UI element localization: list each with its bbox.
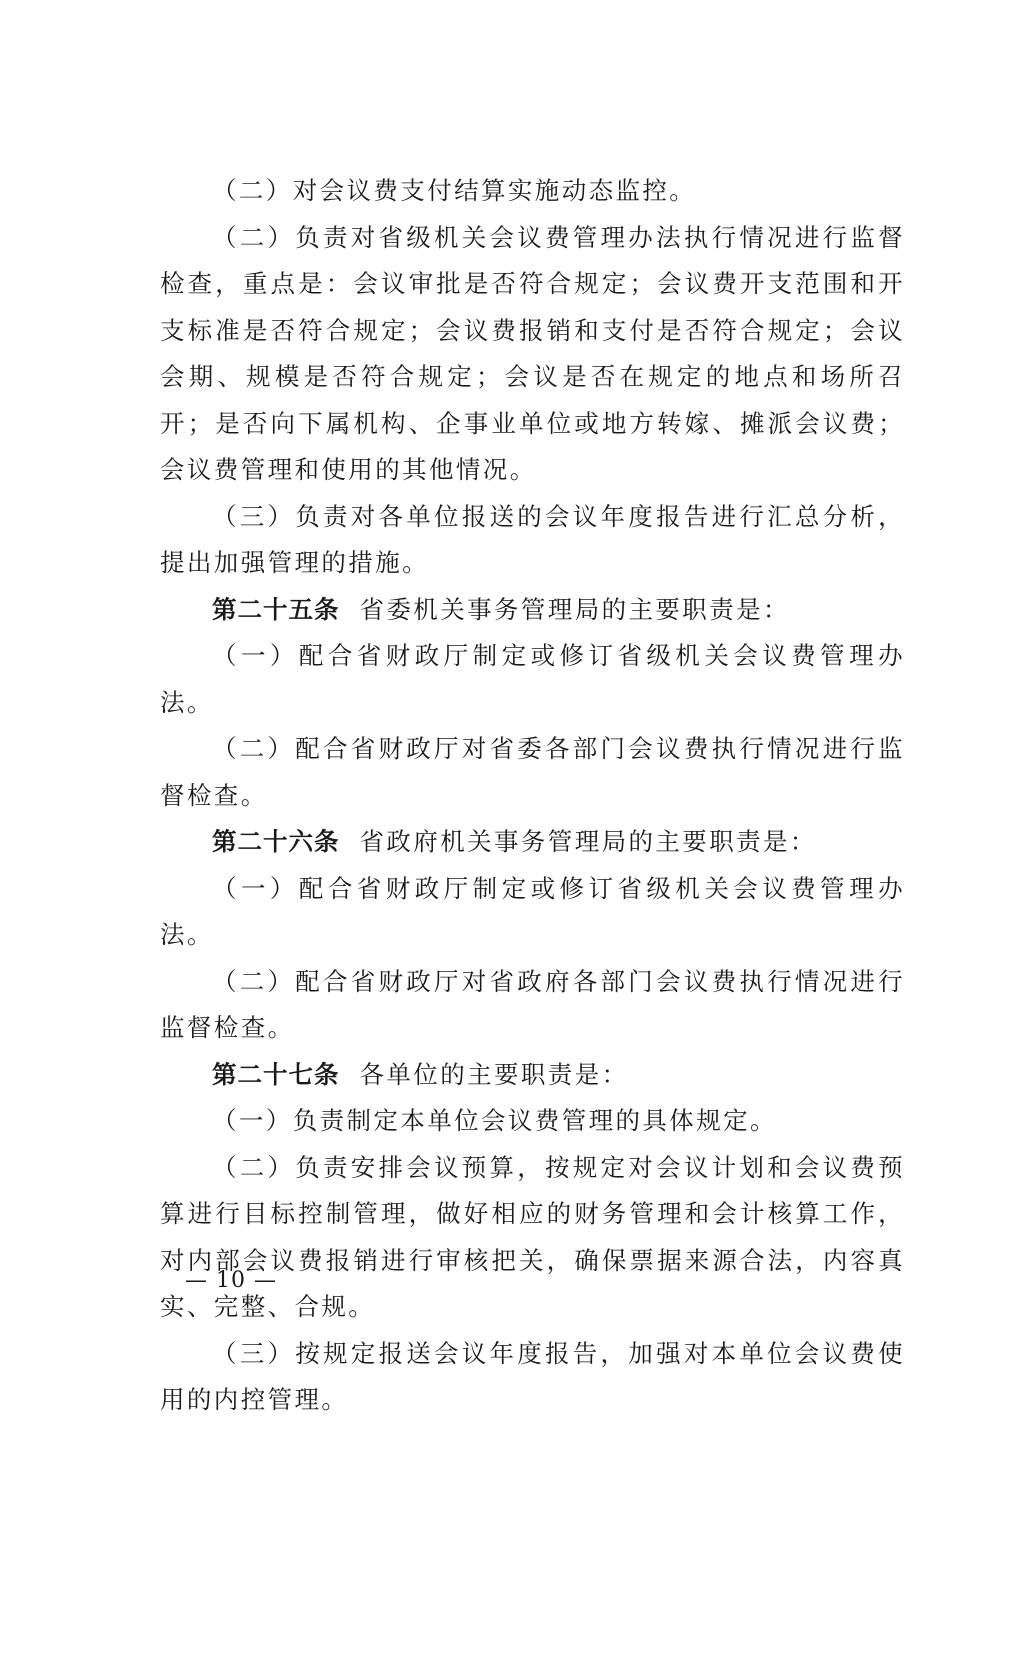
paragraph-text: （二）对会议费支付结算实施动态监控。 — [212, 176, 697, 205]
paragraph-text: （三）按规定报送会议年度报告，加强对本单位会议费使用的内控管理。 — [160, 1338, 905, 1414]
paragraph — [160, 726, 905, 819]
article-heading: 第二十六条 — [212, 827, 340, 856]
paragraph-text: （一）配合省财政厅制定或修订省级机关会议费管理办法。 — [160, 641, 905, 717]
paragraph-text: 省委机关事务管理局的主要职责是： — [359, 594, 790, 624]
paragraph — [160, 959, 905, 1052]
paragraph-text: （一）配合省财政厅制定或修订省级机关会议费管理办法。 — [160, 873, 905, 949]
paragraph-text: 省政府机关事务管理局的主要职责是： — [359, 827, 817, 856]
paragraph — [160, 587, 905, 634]
paragraph — [160, 819, 905, 866]
paragraph-text: （三）负责对各单位报送的会议年度报告进行汇总分析，提出加强管理的措施。 — [160, 501, 905, 577]
paragraph-text: （二）负责安排会议预算，按规定对会议计划和会议费预算进行目标控制管理，做好相应的财务管理和会计核算工作，对内部会议费报销进行审核把关，确保票据来源合法，内容真实、完整、合规。 — [160, 1152, 905, 1321]
paragraph-text: （二）负责对省级机关会议费管理办法执行情况进行监督检查，重点是：会议审批是否符合规定；会议费开支范围和开支标准是否符合规定；会议费报销和支付是否符合规定；会议会期、规模是否符合规定；会议是否在规定的地点和场所召开；是否向下属机构、企事业单位或地方转嫁、摊派会议费；会议费管理和使用的其他情况。 — [160, 222, 905, 484]
paragraph-text: （二）配合省财政厅对省政府各部门会议费执行情况进行监督检查。 — [160, 966, 905, 1042]
paragraph — [160, 1052, 905, 1099]
paragraph — [160, 633, 905, 726]
document-body — [160, 168, 905, 1424]
article-heading: 第二十七条 — [212, 1059, 340, 1089]
paragraph — [160, 866, 905, 959]
paragraph-text: 各单位的主要职责是： — [359, 1059, 629, 1089]
page-number: — 10 — — [185, 1268, 277, 1293]
paragraph — [160, 1145, 905, 1331]
paragraph — [160, 215, 905, 494]
paragraph — [160, 1098, 905, 1145]
paragraph — [160, 1331, 905, 1424]
paragraph-text: （二）配合省财政厅对省委各部门会议费执行情况进行监督检查。 — [160, 734, 905, 810]
article-heading: 第二十五条 — [212, 594, 340, 624]
paragraph — [160, 494, 905, 587]
paragraph — [160, 168, 905, 215]
paragraph-text: （一）负责制定本单位会议费管理的具体规定。 — [212, 1106, 777, 1135]
